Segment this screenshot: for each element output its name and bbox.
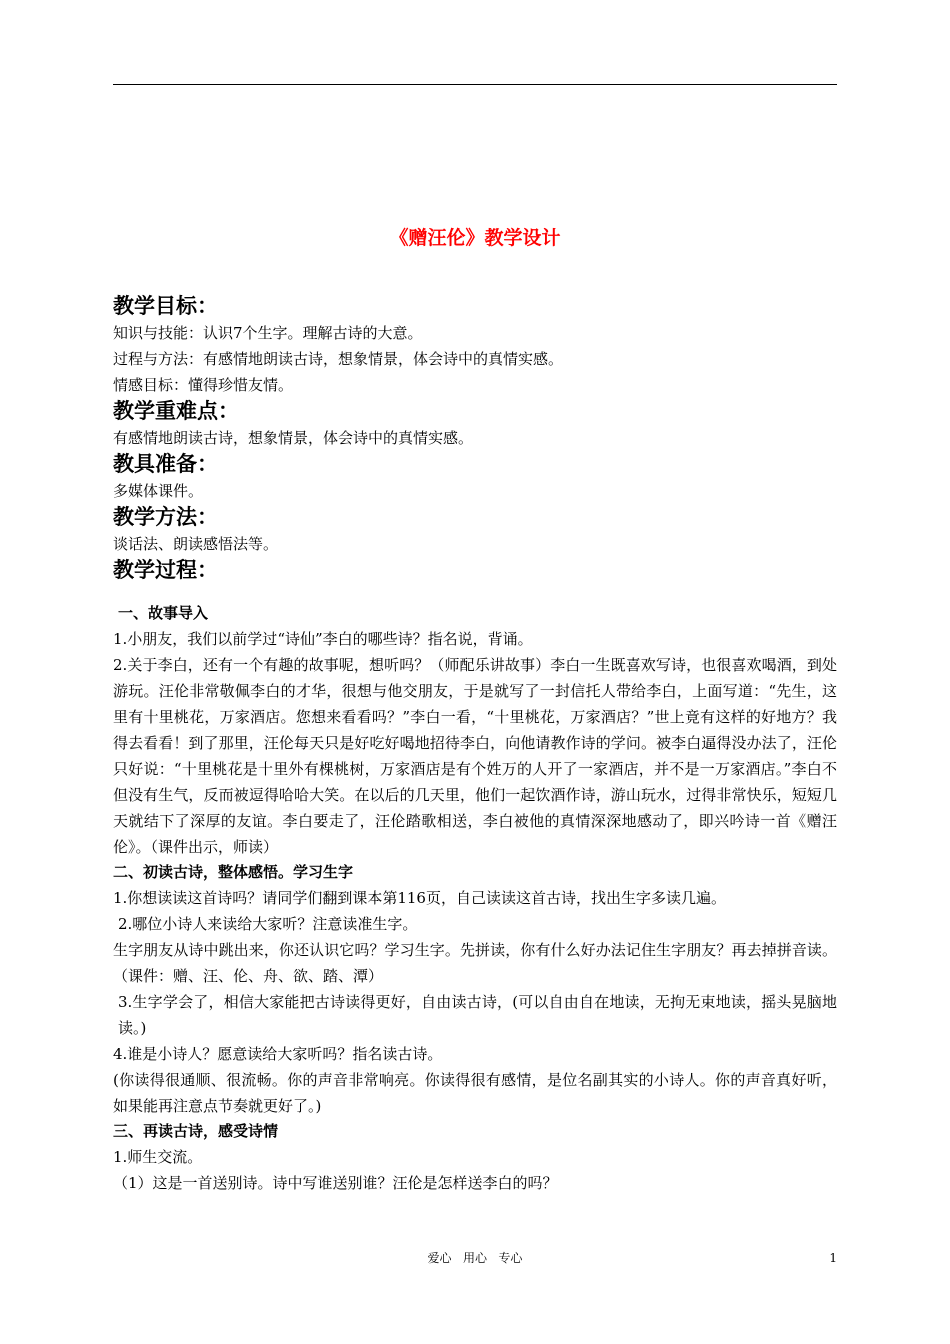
document-title: 《赠汪伦》教学设计 — [389, 227, 561, 249]
objectives-heading: 教学目标： — [113, 294, 218, 318]
key-points-text: 有感情地朗读古诗，想象情景，体会诗中的真情实感。 — [113, 429, 474, 447]
paragraph: 生字朋友从诗中跳出来，你还认识它吗？学习生字。先拼读，你有什么好办法记住生字朋友？再去掉拼音读。（课件：赠、汪、伦、舟、欲、踏、潭） — [113, 941, 837, 985]
spacer — [113, 584, 837, 601]
section-1-title: 一、故事导入 — [118, 604, 209, 622]
paragraph: 1.师生交流。 — [113, 1148, 203, 1166]
paragraph: 1.你想读读这首诗吗？请同学们翻到课本第116页，自己读读这首古诗，找出生字多读几遍。 — [113, 889, 726, 907]
key-points-heading: 教学重难点： — [113, 399, 239, 423]
objective-line: 知识与技能：认识7个生字。理解古诗的大意。 — [113, 324, 423, 342]
header-rule — [113, 84, 837, 85]
methods-text: 谈话法、朗读感悟法等。 — [113, 535, 279, 553]
paragraph: 2.哪位小诗人来读给大家听？注意读准生字。 — [118, 915, 418, 933]
document-body — [113, 293, 837, 1196]
footer-motto: 爱心 用心 专心 — [427, 1251, 523, 1265]
paragraph: 3.生字学会了，相信大家能把古诗读得更好，自由读古诗，(可以自由自在地读，无拘无束地读，摇头晃脑地读。) — [118, 993, 837, 1037]
paragraph: （1）这是一首送别诗。诗中写谁送别谁？汪伦是怎样送李白的吗？ — [113, 1174, 558, 1192]
section-2-title: 二、初读古诗，整体感悟。学习生字 — [113, 863, 354, 881]
materials-heading: 教具准备： — [113, 452, 218, 476]
methods-heading: 教学方法： — [113, 505, 218, 529]
paragraph: (你读得很通顺、很流畅。你的声音非常响亮。你读得很有感情，是位名副其实的小诗人。你的声音真好听，如果能再注意点节奏就更好了。) — [113, 1071, 837, 1115]
page-number: 1 — [829, 1251, 837, 1265]
paragraph: 2.关于李白，还有一个有趣的故事呢，想听吗？（师配乐讲故事）李白一生既喜欢写诗，也很喜欢喝酒，到处游玩。汪伦非常敬佩李白的才华，很想与他交朋友，于是就写了一封信托人带给李白，上面写道：“先生，这里有十里桃花，万家酒店。您想来看看吗？”李白一看，“十里桃花，万家酒店？”世上竟有这样的好地方？我得去看看！到了那里，汪伦每天只是好吃好喝地招待李白，向他请教作诗的学问。被李白逼得没办法了，汪伦只好说：“十里桃花是十里外有棵桃树，万家酒店是有个姓万的人开了一家酒店，并不是一万家酒店。”李白不但没有生气，反而被逗得哈哈大笑。在以后的几天里，他们一起饮酒作诗，游山玩水，过得非常快乐，短短几天就结下了深厚的友谊。李白要走了，汪伦踏歌相送，李白被他的真情深深地感动了，即兴吟诗一首《赠汪伦》。（课件出示，师读） — [113, 656, 837, 856]
paragraph: 1.小朋友，我们以前学过“诗仙”李白的哪些诗？指名说，背诵。 — [113, 630, 533, 648]
objective-line: 情感目标：懂得珍惜友情。 — [113, 376, 294, 394]
process-heading: 教学过程： — [113, 558, 218, 582]
objective-line: 过程与方法：有感情地朗读古诗，想象情景，体会诗中的真情实感。 — [113, 350, 564, 368]
materials-text: 多媒体课件。 — [113, 482, 204, 500]
paragraph: 4.谁是小诗人？愿意读给大家听吗？指名读古诗。 — [113, 1045, 443, 1063]
section-3-title: 三、再读古诗，感受诗情 — [113, 1122, 279, 1140]
